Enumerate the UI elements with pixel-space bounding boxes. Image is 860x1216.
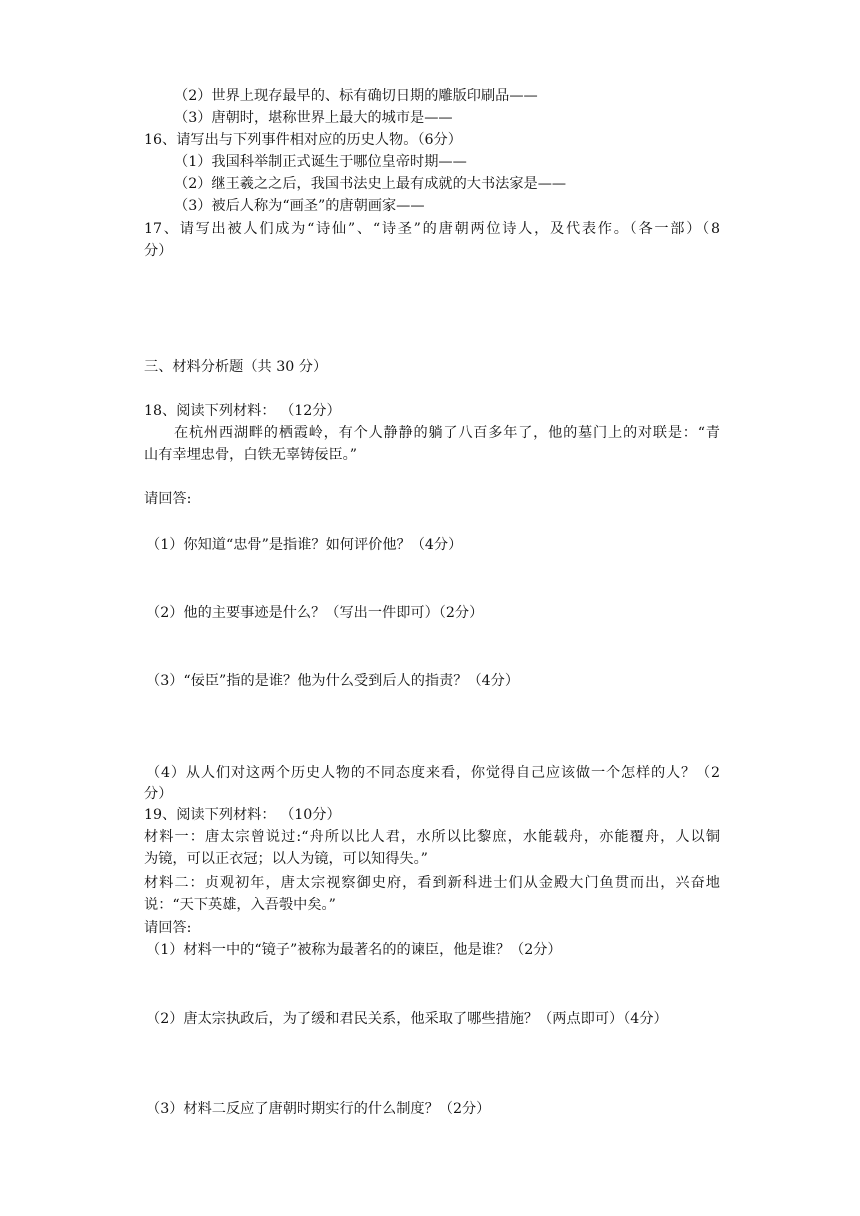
q17-stem-line-1: 17、请写出被人们成为“诗仙”、“诗圣”的唐朝两位诗人，及代表作。（各一部）（8	[144, 221, 720, 237]
q19-sub-3: （3）材料二反应了唐朝时期实行的什么制度？（2分）	[146, 1101, 491, 1117]
q19-sub-2: （2）唐太宗执政后，为了缓和君民关系，他采取了哪些措施？（两点即可）（4分）	[146, 1011, 668, 1027]
q19-material-1-line-1: 材料一：唐太宗曾说过:“舟所以比人君，水所以比黎庶，水能载舟，亦能覆舟，人以铜	[144, 829, 720, 845]
q17-stem-line-2: 分）	[144, 243, 173, 259]
q18-stem: 18、阅读下列材料： （12分）	[144, 403, 341, 419]
q16-item-2: （2）继王羲之之后，我国书法史上最有成就的大书法家是——	[174, 176, 567, 192]
q19-material-1-line-2: 为镜，可以正衣冠；以人为镜，可以知得失。”	[144, 851, 428, 867]
q19-sub-1: （1）材料一中的“镜子”被称为最著名的的谏臣，他是谁？（2分）	[146, 942, 562, 958]
q19-material-2-line-1: 材料二：贞观初年，唐太宗视察御史府，看到新科进士们从金殿大门鱼贯而出，兴奋地	[144, 875, 720, 891]
q18-material-line-2: 山有幸埋忠骨，白铁无辜铸佞臣。”	[144, 447, 357, 463]
q15-item-2: （2）世界上现存最早的、标有确切日期的雕版印刷品——	[174, 88, 538, 104]
q16-item-1: （1）我国科举制正式诞生于哪位皇帝时期——	[174, 154, 467, 170]
q18-prompt: 请回答:	[144, 491, 192, 507]
section-3-title: 三、材料分析题（共 30 分）	[144, 359, 328, 375]
q18-material-line-1: 在杭州西湖畔的栖霞岭，有个人静静的躺了八百多年了，他的墓门上的对联是：“青	[174, 425, 720, 441]
q16-stem: 16、请写出与下列事件相对应的历史人物。（6分）	[144, 132, 462, 148]
q18-sub-4-line-1: （4）从人们对这两个历史人物的不同态度来看，你觉得自己应该做一个怎样的人？（2	[146, 765, 720, 781]
q16-item-3: （3）被后人称为“画圣”的唐朝画家——	[174, 198, 425, 214]
q15-item-3: （3）唐朝时，堪称世界上最大的城市是——	[174, 110, 453, 126]
q18-sub-4-line-2: 分）	[144, 786, 173, 802]
q18-sub-1: （1）你知道“忠骨”是指谁？如何评价他？（4分）	[146, 537, 463, 553]
q18-sub-3: （3）“佞臣”指的是谁？他为什么受到后人的指责？（4分）	[146, 673, 520, 689]
q18-sub-2: （2）他的主要事迹是什么？（写出一件即可）（2分）	[146, 605, 484, 621]
q19-prompt: 请回答:	[144, 920, 192, 936]
q19-stem: 19、阅读下列材料： （10分）	[144, 807, 341, 823]
q19-material-2-line-2: 说：“天下英雄，入吾彀中矣。”	[144, 897, 336, 913]
